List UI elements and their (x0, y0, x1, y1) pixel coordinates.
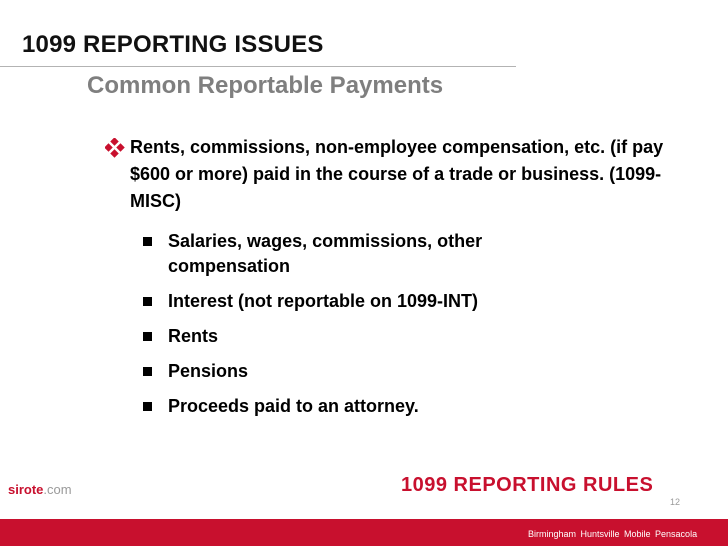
diamond-bullet-icon (105, 138, 125, 158)
square-bullet-icon (143, 332, 152, 341)
list-item-text: Salaries, wages, commissions, other compensation (168, 231, 483, 276)
list-item-text: Proceeds paid to an attorney. (168, 396, 419, 416)
list-item (140, 324, 600, 349)
list-item-text: Pensions (168, 361, 249, 381)
square-bullet-icon (143, 237, 152, 246)
list-item (140, 289, 600, 314)
sirote-logo (8, 482, 72, 497)
square-bullet-icon (143, 297, 152, 306)
list-item (140, 394, 600, 419)
page-number: 12 (670, 497, 681, 507)
list-item (140, 359, 600, 384)
square-bullet-icon (143, 402, 152, 411)
sub-bullet-list (140, 229, 600, 429)
list-item-text: Rents (168, 326, 219, 346)
logo-brand: sirote (8, 482, 44, 497)
slide-title: 1099 REPORTING ISSUES (22, 31, 324, 58)
footer-bar (0, 519, 728, 546)
footer-title: 1099 REPORTING RULES (401, 474, 654, 496)
list-item-text: Interest (not reportable on 1099-INT) (168, 291, 479, 311)
list-item (140, 229, 600, 279)
square-bullet-icon (143, 367, 152, 376)
main-bullet (105, 134, 685, 215)
main-bullet-text: Rents, commissions, non-employee compensation, etc. (if pay $600 or more) paid in the course of a trade or business. (1099-MISC) (130, 137, 664, 211)
title-divider (0, 66, 516, 67)
office-cities: Birmingham Huntsville Mobile Pensacola (528, 529, 698, 539)
slide-subtitle: Common Reportable Payments (87, 72, 444, 99)
logo-tld: .com (43, 482, 72, 497)
